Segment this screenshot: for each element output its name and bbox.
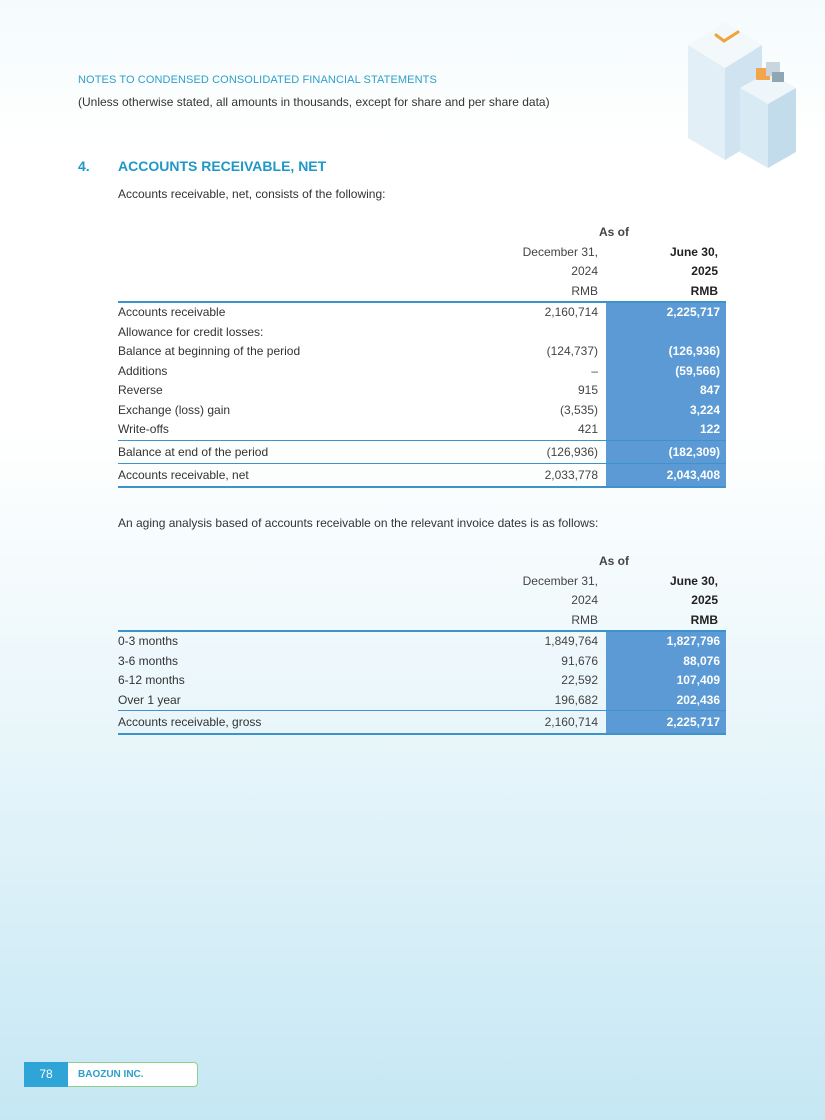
row-label: Write-offs [118, 422, 169, 436]
row-label: Balance at beginning of the period [118, 344, 301, 358]
table-row [118, 323, 726, 343]
subtotal-row [118, 440, 726, 463]
prev-year-header: 2024 [571, 593, 598, 607]
row-label: 6-12 months [118, 673, 185, 687]
header-row [118, 611, 726, 632]
row-cur-value: 107,409 [606, 671, 726, 691]
header-row [118, 243, 726, 263]
header-row [118, 223, 726, 243]
row-cur-value: (182,309) [606, 440, 726, 463]
section-intro: Accounts receivable, net, consists of the following: [118, 187, 386, 201]
cur-unit-header: RMB [690, 612, 718, 627]
row-prev-value: 1,849,764 [502, 631, 606, 652]
row-prev-value: 2,033,778 [502, 463, 606, 487]
row-label: 3-6 months [118, 653, 179, 668]
row-prev-value: 2,160,714 [502, 302, 606, 323]
total-row [118, 463, 726, 487]
running-head: NOTES TO CONDENSED CONSOLIDATED FINANCIAL STATEMENTS [78, 74, 437, 86]
table-row [118, 302, 726, 323]
cur-unit-header: RMB [690, 283, 718, 298]
row-label: Allowance for credit losses: [118, 324, 264, 339]
cur-year-header: 2025 [691, 593, 718, 607]
total-row [118, 711, 726, 735]
table-row [118, 631, 726, 652]
row-cur-value: (126,936) [606, 342, 726, 362]
row-prev-value: (124,737) [546, 344, 598, 358]
row-cur-value: 88,076 [606, 652, 726, 672]
row-prev-value: 421 [577, 422, 598, 436]
running-subtitle: (Unless otherwise stated, all amounts in thousands, except for share and per share data) [78, 95, 550, 109]
row-cur-value: 847 [606, 381, 726, 401]
page-number: 78 [24, 1062, 68, 1087]
accounts-receivable-table [118, 223, 726, 488]
table-row [118, 420, 726, 440]
row-label: Accounts receivable [118, 302, 502, 323]
row-label: Reverse [118, 383, 163, 397]
prev-unit-header: RMB [571, 612, 598, 627]
prev-date-header: December 31, [522, 244, 598, 259]
row-cur-value: 122 [606, 420, 726, 440]
row-prev-value: – [591, 363, 598, 378]
table-row [118, 362, 726, 382]
row-prev-value: (3,535) [559, 402, 598, 417]
row-prev-value: 2,160,714 [502, 711, 606, 735]
aging-intro: An aging analysis based of accounts receivable on the relevant invoice dates is as follows: [118, 516, 599, 530]
prev-unit-header: RMB [571, 283, 598, 298]
row-cur-value: 3,224 [606, 401, 726, 421]
row-cur-value: 2,225,717 [606, 302, 726, 323]
table-row [118, 381, 726, 401]
header-row [118, 591, 726, 611]
row-prev-value: 196,682 [554, 692, 598, 707]
row-label: Accounts receivable, gross [118, 711, 502, 735]
cur-date-header: June 30, [669, 244, 718, 259]
table-row [118, 401, 726, 421]
row-label: Additions [118, 363, 168, 378]
table-row [118, 652, 726, 672]
row-prev-value: (126,936) [502, 440, 606, 463]
cur-date-header: June 30, [669, 573, 718, 588]
section-number: 4. [78, 158, 90, 174]
row-cur-value: (59,566) [606, 362, 726, 382]
company-name: BAOZUN INC. [78, 1069, 144, 1080]
row-label: Exchange (loss) gain [118, 402, 231, 417]
table-row [118, 342, 726, 362]
section-title: ACCOUNTS RECEIVABLE, NET [118, 158, 327, 174]
cur-year-header: 2025 [691, 264, 718, 278]
as-of-label: As of [599, 225, 629, 239]
header-row [118, 262, 726, 282]
row-prev-value: 22,592 [561, 673, 598, 687]
row-cur-value: 202,436 [606, 691, 726, 711]
row-label: Accounts receivable, net [118, 463, 502, 487]
row-cur-value: 2,043,408 [606, 463, 726, 487]
table-row [118, 671, 726, 691]
row-label: Over 1 year [118, 692, 181, 707]
header-row [118, 282, 726, 303]
prev-date-header: December 31, [522, 573, 598, 588]
isometric-buildings-decoration-icon [680, 10, 810, 170]
table-row [118, 691, 726, 711]
row-label: 0-3 months [118, 631, 502, 652]
row-cur-value: 2,225,717 [606, 711, 726, 735]
header-row [118, 572, 726, 592]
header-row [118, 552, 726, 572]
row-prev-value: 915 [577, 383, 598, 397]
as-of-label: As of [599, 554, 629, 568]
row-label: Balance at end of the period [118, 440, 502, 463]
row-prev-value [502, 323, 606, 343]
row-cur-value: 1,827,796 [606, 631, 726, 652]
row-prev-value: 91,676 [561, 653, 598, 668]
row-cur-value [606, 323, 726, 343]
aging-analysis-table [118, 552, 726, 735]
prev-year-header: 2024 [571, 264, 598, 278]
